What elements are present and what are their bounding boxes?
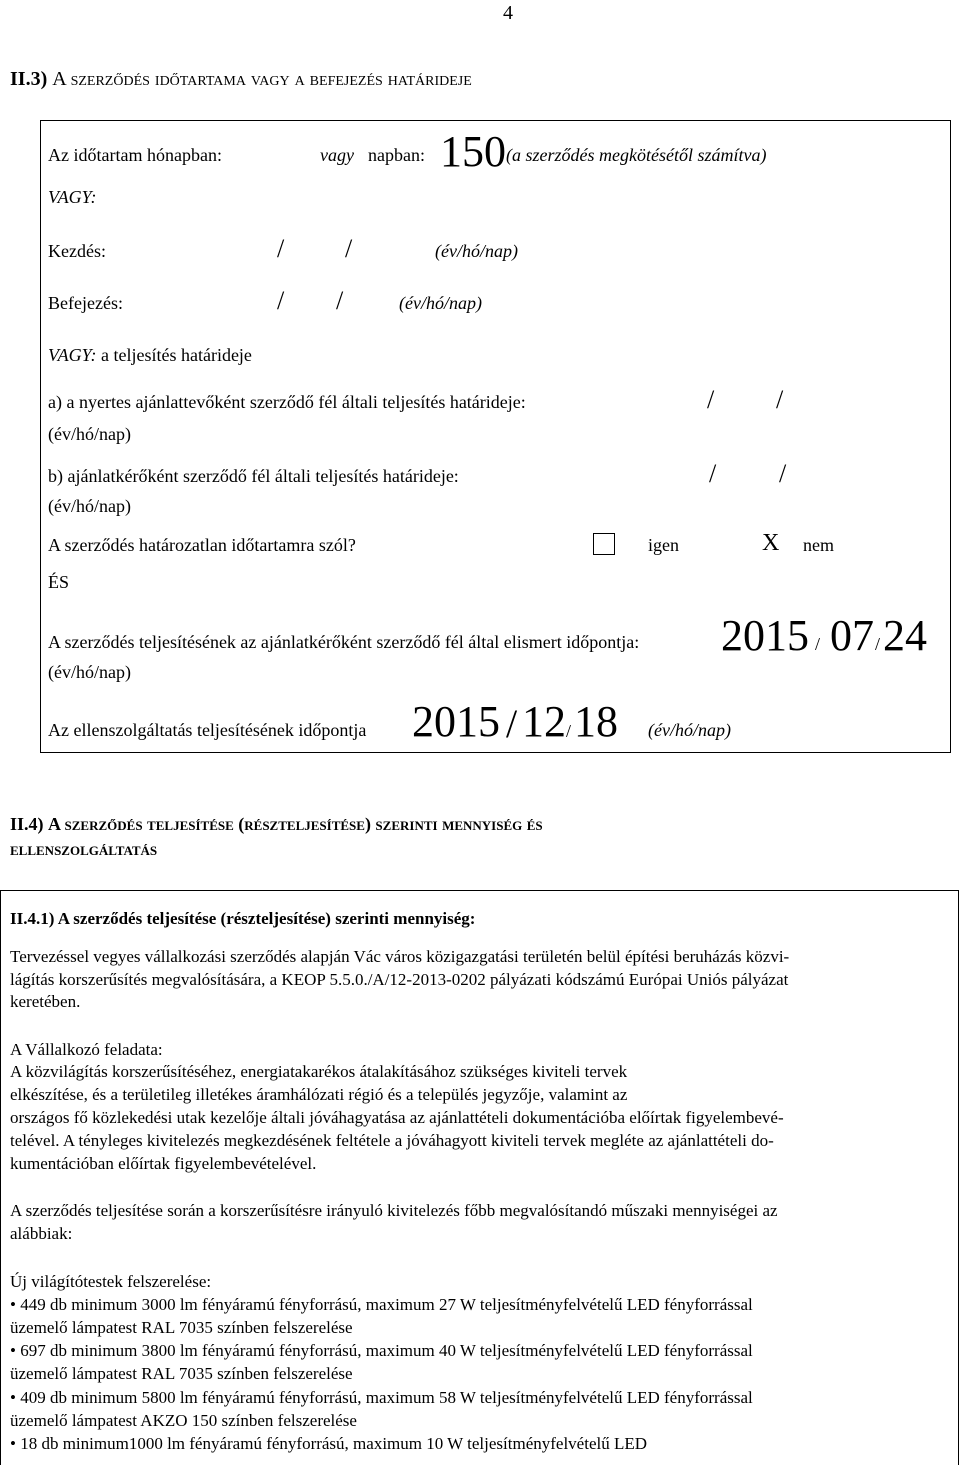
- p1-line3: keretében.: [10, 992, 81, 1011]
- ack-slash-2: /: [875, 634, 881, 654]
- deadline-b-format: (év/hó/nap): [48, 496, 131, 516]
- p2-line4: országos fő közlekedési utak kezelője általi jóváhagyatása az ajánlattételi dokumentációba előírtak figyelembevé-: [10, 1108, 784, 1127]
- p2-line5: telével. A tényleges kivitelezés megkezdésének feltétele a jóváhagyott kiviteli tervek megléte az ajánlattételi do-: [10, 1131, 774, 1150]
- deadline-a-label: a) a nyertes ajánlattevőként szerződő fél általi teljesítés határideje:: [48, 392, 526, 412]
- days-label: napban:: [368, 145, 425, 165]
- start-label: Kezdés:: [48, 241, 106, 261]
- deadline-b-label: b) ajánlatkérőként szerződő fél általi teljesítés határideje:: [48, 466, 459, 486]
- cons-slash-1: /: [506, 701, 518, 746]
- bullet3-line2: üzemelő lámpatest AKZO 150 színben felszerelése: [10, 1411, 357, 1430]
- section-number-ii4: II.4): [10, 814, 44, 834]
- ack-year: 2015: [721, 611, 809, 660]
- bullet1-line1: • 449 db minimum 3000 lm fényáramú fényforrású, maximum 27 W teljesítményfelvételű LED fényforrással: [10, 1295, 753, 1314]
- deadline-a-slash-2: /: [776, 385, 784, 414]
- acknowledged-label: A szerződés teljesítésének az ajánlatkérőként szerződő fél által elismert időpontja:: [48, 632, 640, 652]
- end-format: (év/hó/nap): [399, 293, 482, 313]
- deadline-b-slash-1: /: [709, 459, 717, 488]
- bullet3-line1: • 409 db minimum 5800 lm fényáramú fényforrású, maximum 58 W teljesítményfelvételű LED fényforrással: [10, 1388, 753, 1407]
- indefinite-question: A szerződés határozatlan időtartamra szól?: [48, 535, 356, 555]
- or-label-1: VAGY:: [48, 187, 97, 207]
- ack-day: 24: [883, 611, 927, 660]
- start-format: (év/hó/nap): [435, 241, 518, 261]
- or-label: vagy: [320, 145, 354, 165]
- ack-month: 07: [830, 611, 874, 660]
- p1-line2: lágítás korszerűsítés megvalósítására, a KEOP 5.5.0./A/12-2013-0202 pályázati kódszámú Európai Uniós pályázat: [10, 970, 789, 989]
- page-number: 4: [503, 2, 513, 24]
- p2-line3: elkészítése, és a területileg illetékes áramhálózati régió és a település jegyzője, valamint az: [10, 1085, 628, 1104]
- cons-slash-2: /: [566, 721, 572, 741]
- section-heading-ii3: [10, 68, 472, 91]
- yes-label: igen: [648, 535, 679, 555]
- deadline-intro: [48, 345, 252, 366]
- or-label-2: VAGY:: [48, 345, 97, 365]
- section-title: A szerződés időtartama vagy a befejezés határideje: [52, 68, 472, 90]
- yes-checkbox[interactable]: [593, 533, 615, 555]
- section-title-ii4-line2: ellenszolgáltatás: [10, 839, 158, 859]
- cons-year: 2015: [412, 697, 500, 746]
- bullet2-line2: üzemelő lámpatest RAL 7035 színben felszerelése: [10, 1364, 353, 1383]
- and-label: ÉS: [48, 572, 70, 592]
- end-slash-1: /: [277, 286, 285, 315]
- duration-months-label: Az időtartam hónapban:: [48, 145, 222, 165]
- deadline-intro-text: a teljesítés határideje: [101, 345, 252, 365]
- no-checkbox-mark[interactable]: X: [762, 530, 780, 556]
- p3-line2: alábbiak:: [10, 1224, 73, 1243]
- sub-heading-ii41: II.4.1) A szerződés teljesítése (részteljesítése) szerinti mennyiség:: [10, 909, 476, 928]
- cons-month: 12: [522, 697, 566, 746]
- start-slash-2: /: [345, 234, 353, 263]
- bullet2-line1: • 697 db minimum 3800 lm fényáramú fényforrású, maximum 40 W teljesítményfelvételű LED fényforrással: [10, 1341, 753, 1360]
- days-value: 150: [440, 127, 506, 176]
- consideration-label: Az ellenszolgáltatás teljesítésének időpontja: [48, 720, 367, 740]
- ack-slash-1: /: [815, 634, 821, 654]
- deadline-a-slash-1: /: [707, 385, 715, 414]
- no-label: nem: [803, 535, 834, 555]
- bullet4-line1: • 18 db minimum1000 lm fényáramú fényforrású, maximum 10 W teljesítményfelvételű LED: [10, 1434, 648, 1453]
- cons-day: 18: [574, 697, 618, 746]
- section-title-ii4-line1: A szerződés teljesítése (részteljesítése) szerinti mennyiség és: [48, 814, 543, 834]
- end-slash-2: /: [336, 286, 344, 315]
- p4-line1: Új világítótestek felszerelése:: [10, 1272, 212, 1291]
- ack-format: (év/hó/nap): [48, 662, 131, 682]
- duration-frame: [40, 120, 951, 753]
- cons-format: (év/hó/nap): [648, 720, 731, 740]
- p3-line1: A szerződés teljesítése során a korszerűsítésre irányuló kivitelezés főbb megvalósítandó műszaki mennyiségei az: [10, 1201, 778, 1220]
- deadline-b-slash-2: /: [779, 459, 787, 488]
- start-slash-1: /: [277, 234, 285, 263]
- section-heading-ii4: [10, 812, 910, 862]
- p2-line2: A közvilágítás korszerűsítéséhez, energiatakarékos átalakításához szükséges kiviteli tervek: [10, 1062, 628, 1081]
- days-note: (a szerződés megkötésétől számítva): [506, 145, 767, 165]
- deadline-a-format: (év/hó/nap): [48, 424, 131, 444]
- p2-line6: kumentációban előírtak figyelembevételével.: [10, 1154, 317, 1173]
- bullet1-line2: üzemelő lámpatest RAL 7035 színben felszerelése: [10, 1318, 353, 1337]
- p2-line1: A Vállalkozó feladata:: [10, 1040, 163, 1059]
- section-number: II.3): [10, 68, 48, 90]
- end-label: Befejezés:: [48, 293, 123, 313]
- p1-line1: Tervezéssel vegyes vállalkozási szerződés alapján Vác város közigazgatási területén belül építési beruházás közvi-: [10, 947, 790, 966]
